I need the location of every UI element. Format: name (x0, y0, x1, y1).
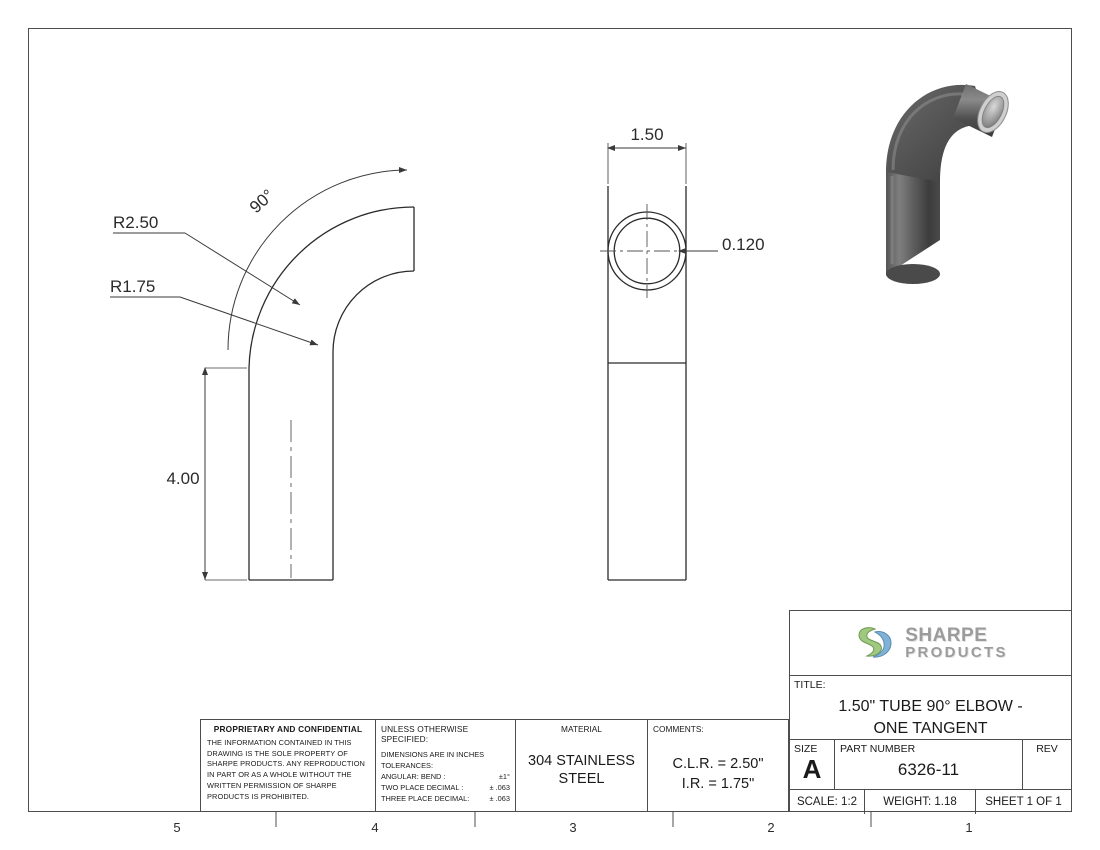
material-header: MATERIAL (561, 724, 602, 734)
zone-label: 3 (569, 820, 577, 835)
elbow-profile-view (249, 207, 414, 580)
comments-cell (648, 720, 788, 811)
outside-diameter-text: 1.50 (630, 125, 664, 144)
outside-diameter-dimension (608, 125, 686, 184)
tolerance-two-place (381, 782, 510, 793)
weight-value: WEIGHT: 1.18 (865, 790, 976, 814)
tangent-length-text: 4.00 (166, 469, 200, 488)
title-cell (790, 676, 1071, 740)
zone-label: 5 (173, 820, 181, 835)
tolerance-three-place (381, 793, 510, 804)
proprietary-body: THE INFORMATION CONTAINED IN THIS DRAWING IS THE SOLE PROPERTY OF SHARPE PRODUCTS. ANY REPRODUCTION IN PART OR AS A WHOLE WITHOUT THE WRITTEN PERMISSION OF SHARPE PRODUCTS IS PROHIBITED. (207, 738, 365, 801)
zone-labels (173, 820, 972, 835)
inner-radius-dimension (110, 277, 318, 345)
proprietary-header: PROPRIETARY AND CONFIDENTIAL (213, 724, 363, 734)
notes-block (200, 719, 789, 812)
title-block (789, 610, 1072, 812)
sheet-value: SHEET 1 OF 1 (985, 796, 1062, 808)
spec-line-1: DIMENSIONS ARE IN INCHES (381, 750, 485, 759)
tangent-length-dimension (166, 368, 247, 580)
part-number-label: PART NUMBER (840, 743, 916, 755)
sharpe-logo-icon (853, 623, 897, 663)
tolerance-angular-value: ±1° (498, 772, 510, 782)
tolerance-two-place-label: TWO PLACE DECIMAL : (381, 783, 464, 793)
material-value-line-1: 304 STAINLESS (528, 753, 635, 769)
size-cell (790, 740, 835, 789)
spec-header: UNLESS OTHERWISE SPECIFIED: (381, 724, 469, 744)
material-value-line-2: STEEL (558, 771, 605, 788)
part-number-value: 6326-11 (897, 760, 960, 779)
tube-front-view (600, 186, 694, 580)
spec-line-2: TOLERANCES: (381, 761, 434, 771)
tolerance-angular (381, 771, 510, 782)
revision-label: REV (1036, 743, 1058, 755)
title-block-footer (790, 790, 1071, 814)
zone-label: 4 (371, 820, 379, 835)
comment-line-1: C.L.R. = 2.50" (672, 756, 764, 772)
zone-label: 1 (965, 820, 973, 835)
isometric-model (886, 84, 1015, 284)
zone-label: 2 (767, 820, 775, 835)
outer-radius-text: R2.50 (113, 213, 159, 232)
proprietary-note (201, 720, 376, 811)
tolerance-three-place-value: ± .063 (489, 794, 510, 804)
comments-header: COMMENTS: (653, 724, 704, 734)
part-title-line-1: 1.50" TUBE 90° ELBOW - (838, 698, 1023, 715)
comment-line-2: I.R. = 1.75" (681, 776, 755, 793)
tolerance-angular-label: ANGULAR: BEND : (381, 772, 446, 782)
title-label: TITLE: (794, 679, 826, 691)
logo-text-secondary: PRODUCTS (905, 644, 1008, 661)
part-number-cell (835, 740, 1023, 789)
specification-note (376, 720, 516, 811)
tolerance-two-place-value: ± .063 (489, 783, 510, 793)
logo-text-primary: SHARPE (905, 625, 988, 646)
angle-dimension-text: 90° (245, 185, 278, 217)
company-logo (790, 611, 1071, 676)
part-title-line-2: ONE TANGENT (873, 719, 988, 737)
scale-value: SCALE: 1:2 (790, 790, 865, 814)
size-label: SIZE (794, 743, 818, 755)
material-cell (516, 720, 648, 811)
inner-radius-text: R1.75 (110, 277, 156, 296)
wall-thickness-text: 0.120 (722, 235, 765, 254)
wall-thickness-dimension (679, 235, 765, 254)
size-value: A (802, 754, 822, 784)
part-number-row (790, 740, 1071, 790)
tolerance-three-place-label: THREE PLACE DECIMAL: (381, 794, 470, 804)
revision-cell (1023, 740, 1071, 789)
